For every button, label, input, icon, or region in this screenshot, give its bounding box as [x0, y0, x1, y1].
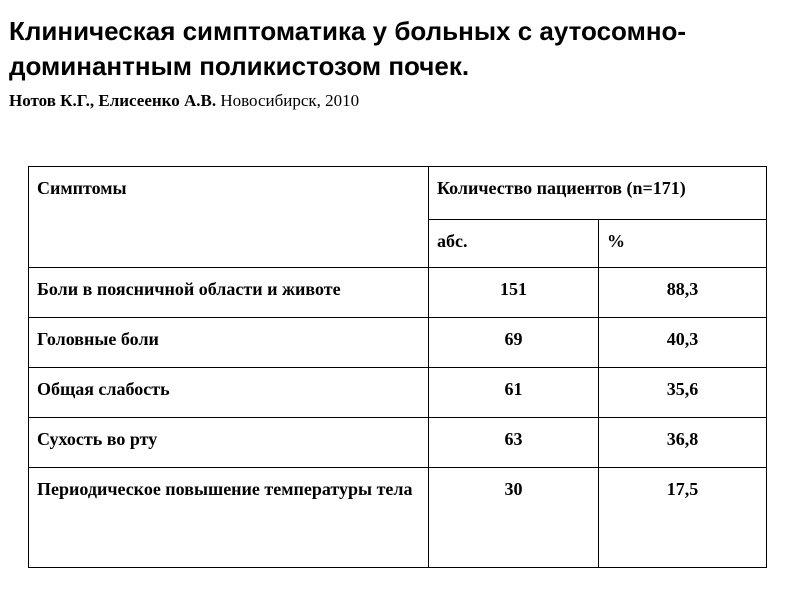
abs-cell: 69 [429, 318, 599, 368]
symptom-cell: Периодическое повышение температуры тела [29, 468, 429, 568]
table-row [29, 318, 767, 368]
header-patient-count: Количество пациентов (n=171) [429, 167, 767, 220]
abs-cell: 61 [429, 368, 599, 418]
symptoms-table [28, 166, 767, 568]
abs-cell: 151 [429, 268, 599, 318]
table-header-row [29, 167, 767, 220]
percent-cell: 17,5 [599, 468, 767, 568]
table-row [29, 368, 767, 418]
table-row [29, 468, 767, 568]
symptom-cell: Головные боли [29, 318, 429, 368]
table-row [29, 418, 767, 468]
percent-cell: 36,8 [599, 418, 767, 468]
page-title: Клиническая симптоматика у больных с аутосомно-доминантным поликистозом почек. [9, 16, 687, 81]
abs-cell: 30 [429, 468, 599, 568]
place-year: Новосибирск, 2010 [216, 91, 360, 110]
symptom-cell: Боли в поясничной области и животе [29, 268, 429, 318]
symptom-cell: Сухость во рту [29, 418, 429, 468]
symptom-cell: Общая слабость [29, 368, 429, 418]
abs-cell: 63 [429, 418, 599, 468]
byline [9, 90, 359, 112]
table-row [29, 268, 767, 318]
authors: Нотов К.Г., Елисеенко А.В. [9, 91, 217, 110]
percent-cell: 35,6 [599, 368, 767, 418]
percent-cell: 40,3 [599, 318, 767, 368]
header-symptoms: Симптомы [29, 167, 429, 268]
subheader-abs: абс. [429, 220, 599, 268]
percent-cell: 88,3 [599, 268, 767, 318]
subheader-percent: % [599, 220, 767, 268]
